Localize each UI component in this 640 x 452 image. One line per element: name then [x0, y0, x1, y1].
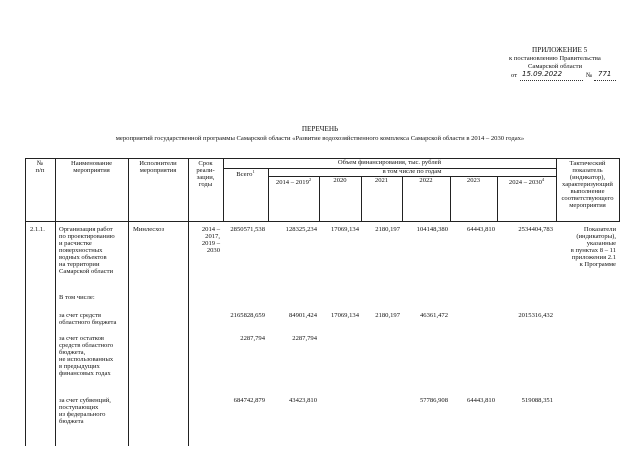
header-year-2022: 2022: [419, 177, 433, 184]
decree-date: 15.09.2022: [522, 70, 563, 78]
row-total: 2165828,659: [230, 312, 265, 319]
number-underline: [594, 80, 616, 81]
border-num: [55, 158, 56, 446]
header-term: Срок реали- зации, годы: [196, 160, 215, 188]
row-value-2014-2019: 2287,794: [292, 335, 317, 342]
row-total: 684742,879: [233, 397, 265, 404]
header-name: Наименование мероприятия: [70, 160, 113, 174]
header-indicator: Тактический показатель (индикатор), характеризующий выполнение соответствующего мероприятия: [561, 160, 614, 209]
header-by-years: в том числе по годам: [382, 168, 442, 175]
document-title: ПЕРЕЧЕНЬ: [301, 125, 339, 133]
row-term: 2014 – 2017, 2019 – 2030: [201, 226, 220, 254]
row-value-2021: 2180,197: [375, 312, 400, 319]
row-executor: Минлесхоз: [133, 226, 165, 233]
row-value-2014-2019: 84901,424: [288, 312, 317, 319]
appendix-label: ПРИЛОЖЕНИЕ 5: [532, 46, 588, 54]
row-name: за счет остатков средств областного бюджета, не использованных в предыдущих финансовых годах: [59, 335, 114, 377]
row-value-2014-2019: 128325,234: [285, 226, 317, 233]
row-value-2014-2019: 43423,810: [288, 397, 317, 404]
region-line: Самарской области: [528, 63, 582, 70]
row-value-2023: 64443,810: [466, 226, 495, 233]
header-bottom-border: [25, 221, 619, 222]
decree-number: 771: [598, 70, 612, 78]
row-name: за счет субвенций, поступающих из федерального бюджета: [59, 397, 111, 425]
row-value-2021: 2180,197: [375, 226, 400, 233]
header-year-2023: 2023: [466, 177, 481, 184]
row-total: 2287,794: [240, 335, 265, 342]
row-total: 2850571,538: [230, 226, 265, 233]
row-value-2022: 46361,472: [419, 312, 448, 319]
row-indicator: Показатели (индикаторы), указанные в пунктах 8 – 11 приложения 2.1 к Программе: [570, 226, 616, 268]
including-label: В том числе:: [59, 294, 95, 301]
header-finance: Объем финансирования, тыс. рублей: [337, 159, 442, 166]
row-name: Организация работ по проектированию и расчистке поверхностных водных объектов на территории Самарской области: [59, 226, 115, 275]
border-right: [619, 158, 620, 222]
from-label: от: [511, 72, 518, 79]
border-left: [25, 158, 26, 446]
date-underline: [520, 80, 583, 81]
border-name: [128, 158, 129, 446]
header-executors: Исполнители мероприятия: [139, 160, 177, 174]
row-value-2023: 64443,810: [466, 397, 495, 404]
row-value-2024-2030: 2015316,432: [518, 312, 553, 319]
number-label: №: [586, 72, 593, 79]
border-term: [223, 158, 224, 222]
header-year-2024-2030: 2024 – 2030$^4$: [508, 177, 545, 187]
header-num: № п/п: [35, 160, 45, 174]
row-value-2024-2030: 2534404,783: [518, 226, 553, 233]
header-year-2021: 2021: [374, 177, 389, 184]
header-year-2014-2019: 2014 – 2019$^2$: [275, 177, 312, 187]
row-number: 2.1.1.: [30, 226, 45, 233]
row-value-2022: 57786,908: [419, 397, 448, 404]
row-value-2020: 17069,134: [330, 226, 359, 233]
row-value-2024-2030: 519088,351: [521, 397, 553, 404]
years-header-divider: [268, 176, 556, 177]
row-name: за счет средств областного бюджета: [59, 312, 117, 326]
header-year-2020: 2020: [333, 177, 347, 184]
row-value-2020: 17069,134: [330, 312, 359, 319]
table-top-border: [25, 158, 619, 159]
border-exec: [188, 158, 189, 446]
document-subtitle: мероприятий государственной программы Самарской области «Развитие водохозяйственного комплекса Самарской области в 2014 – 2030 годах»: [115, 135, 525, 142]
header-total: Всего$^1$: [236, 169, 255, 179]
row-value-2022: 104148,380: [416, 226, 448, 233]
border-total: [268, 168, 269, 222]
decree-line: к постановлению Правительства: [509, 55, 601, 62]
